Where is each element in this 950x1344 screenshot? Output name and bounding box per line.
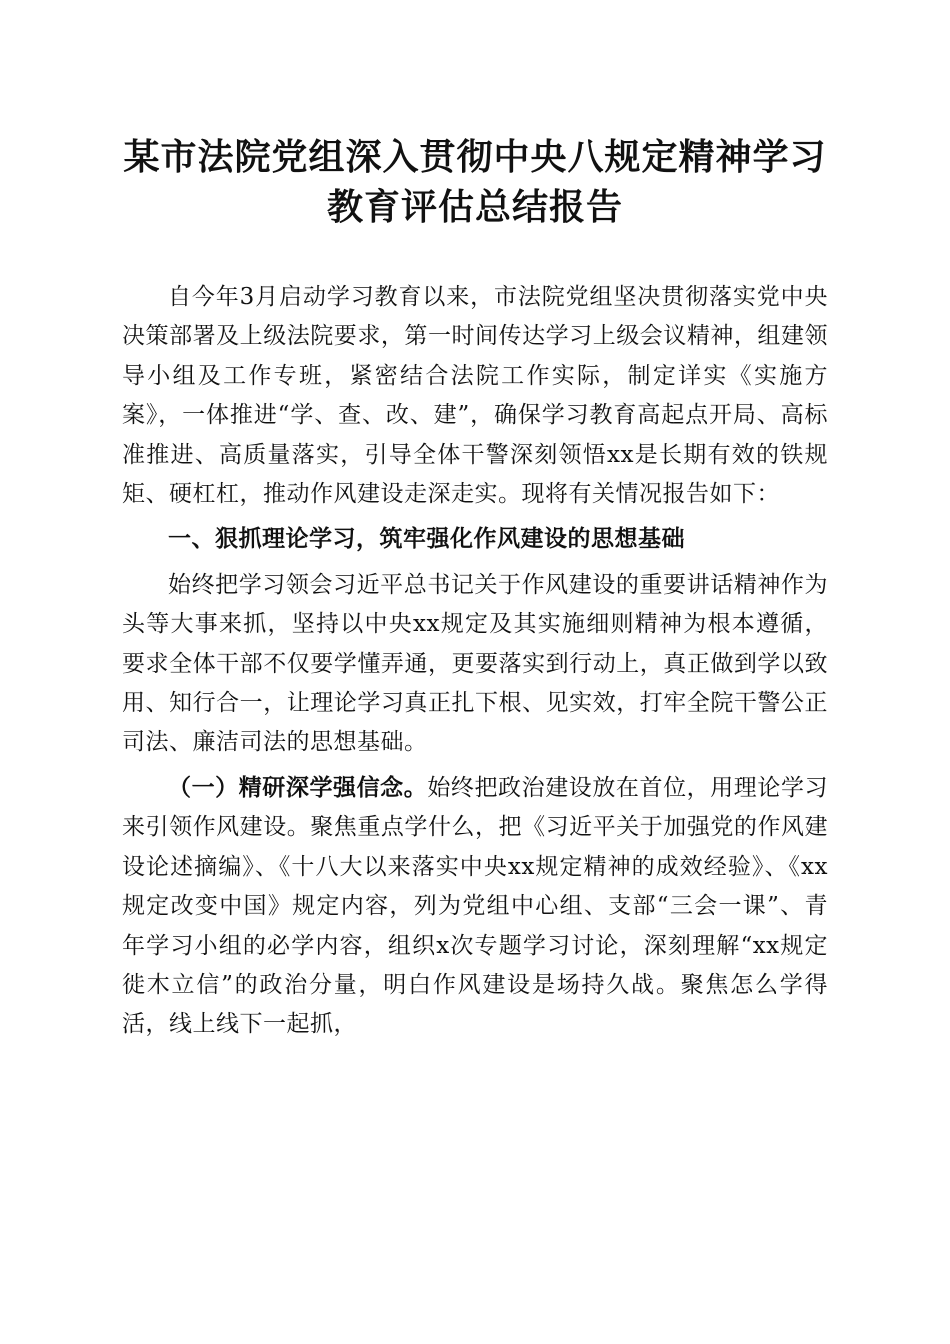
document-title: 某市法院党组深入贯彻中央八规定精神学习教育评估总结报告 [123, 136, 827, 228]
subsection-1-paragraph [122, 769, 828, 1045]
subsection-1-lead: （一）精研深学强信念。 [168, 774, 428, 801]
section-heading-1: 一、狠抓理论学习，筑牢强化作风建设的思想基础 [168, 526, 685, 553]
subsection-1-text: 始终把政治建设放在首位，用理论学习来引领作风建设。聚焦重点学什么，把《习近平关于加强党的作风建设论述摘编》、《十八大以来落实中央xx规定精神的成效经验》、《xx规定改变中国》规定内容，列为党组中心组、支部“三会一课”、青年学习小组的必学内容，组织x次专题学习讨论，深刻理解“xx规定徙木立信”的政治分量，明白作风建设是场持久战。聚焦怎么学得活，线上线下一起抓， [122, 774, 829, 1038]
intro-paragraph: 自今年3月启动学习教育以来，市法院党组坚决贯彻落实党中央决策部署及上级法院要求，第一时间传达学习上级会议精神，组建领导小组及工作专班，紧密结合法院工作实际，制定详实《实施方案》，一体推进“学、查、改、建”，确保学习教育高起点开局、高标准推进、高质量落实，引导全体干警深刻领悟xx是长期有效的铁规矩、硬杠杠，推动作风建设走深走实。现将有关情况报告如下： [122, 284, 828, 508]
section-1-paragraph: 始终把学习领会习近平总书记关于作风建设的重要讲话精神作为头等大事来抓，坚持以中央xx规定及其实施细则精神为根本遵循，要求全体干部不仅要学懂弄通，更要落实到行动上，真正做到学以致用、知行合一，让理论学习真正扎下根、见实效，打牢全院干警公正司法、廉洁司法的思想基础。 [122, 571, 828, 756]
document-body [122, 278, 828, 1045]
